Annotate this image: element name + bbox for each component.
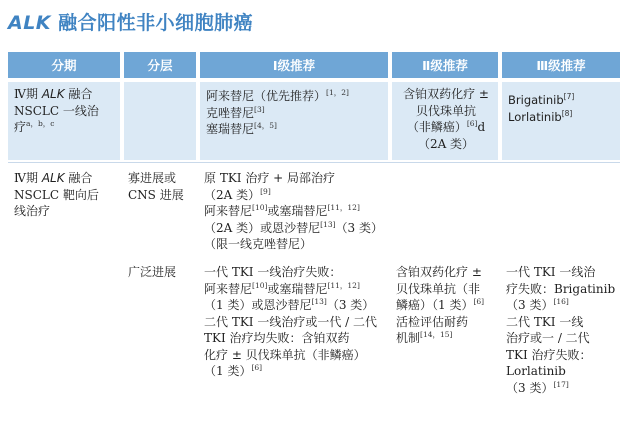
row2-oligo-grade1: 原 TKI 治疗 + 局部治疗 （2A 类）[9] 阿来替尼[10]或塞瑞替尼[11，12] （2A 类）或恩沙替尼[13]（3 类） （限一线克唑替尼）	[204, 171, 383, 251]
page-title: ALK 融合阳性非小细胞肺癌	[8, 12, 254, 34]
header-stage: 分期	[8, 52, 120, 78]
row1-grade1: 阿来替尼（优先推荐）[1，2] 克唑替尼[3] 塞瑞替尼[4，5]	[206, 88, 349, 136]
row2-stage: Ⅳ期 ALK 融合 NSCLC 靶向后 线治疗	[14, 171, 99, 218]
row2-strat-oligo: 寡进展或 CNS 进展	[128, 171, 184, 202]
row1-grade3: Brigatinib[7] Lorlatinib[8]	[508, 92, 575, 124]
row2-extensive-grade2: 含铂双药化疗 ± 贝伐珠单抗（非 鳞癌）（1 类）[6] 活检评估耐药 机制[14，15]	[396, 265, 485, 345]
header-grade1: Ⅰ级推荐	[200, 52, 388, 78]
row1-stage: Ⅳ期 ALK 融合 NSCLC 一线治 疗$^{a,b,c}$	[14, 87, 99, 134]
row2-extensive-grade1: 一代 TKI 一线治疗失败： 阿来替尼[10]或塞瑞替尼[11，12] （1 类）或恩沙替尼[13]（3 类） 二代 TKI 一线治疗或一代 / 二代 TKI 治疗均失败：含铂双药 化疗 ± 贝伐珠单抗（非鳞癌） （1 类）[6]	[204, 265, 378, 378]
row1-strat-bg	[124, 82, 196, 160]
row1-grade2: 含铂双药化疗 ± 贝伐珠单抗 （非鳞癌）[6]d （2A 类）	[403, 87, 489, 151]
row2-extensive-grade3: 一代 TKI 一线治 疗失败：Brigatinib （3 类）[16] 二代 TKI 一线 治疗或一 / 二代 TKI 治疗失败： Lorlatinib （3 类）[17]	[506, 265, 616, 395]
header-stratification: 分层	[124, 52, 196, 78]
row2-strat-extensive: 广泛进展	[128, 265, 177, 279]
header-grade3: Ⅲ级推荐	[502, 52, 620, 78]
row-separator	[8, 162, 620, 163]
header-grade2: Ⅱ级推荐	[392, 52, 498, 78]
